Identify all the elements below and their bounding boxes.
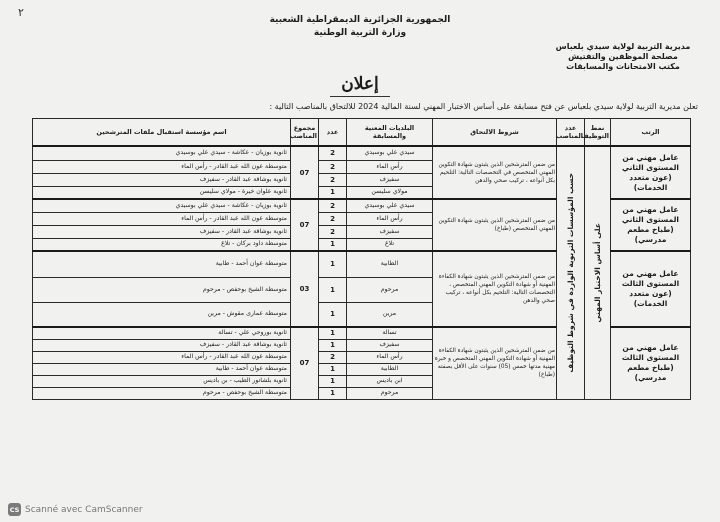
count-cell: 2 [319, 160, 347, 173]
page-title: إعلان [341, 74, 379, 94]
count-cell: 1 [319, 302, 347, 327]
header-count: عدد [319, 119, 347, 147]
institution-cell: متوسطة الشيخ بوحفص - مرحوم [33, 277, 291, 302]
directorate-header [548, 42, 698, 72]
institution-cell: متوسطة عوان أحمد - طابية [33, 251, 291, 277]
official-header [210, 14, 510, 40]
camscanner-icon: CS [8, 503, 21, 516]
municipality-cell: مرحوم [347, 387, 433, 399]
mode-cell [585, 146, 611, 399]
header-municipalities: البلديات المعنية والمسابقة [347, 119, 433, 147]
posts-text: حسب المؤسسات التربوية الواردة في شروط التوظيف [565, 172, 575, 373]
conditions-cell: من ضمن المترشحين الذين يثبتون شهادة الكفاءة المهنية أو شهادة التكوين المهني المتخصص ، التخصصات التالية: التلحيم بكل أنواعه ، تركيب صحي والدهن [433, 251, 557, 327]
municipality-cell: مولاي سليسن [347, 186, 433, 199]
count-cell: 2 [319, 199, 347, 212]
total-cell: 07 [291, 199, 319, 251]
conditions-cell: من ضمن المترشحين الذين يثبتون شهادة التكوين المهني المتخصص في التخصصات التالية: التلحيم بكل أنواعه ، تركيب صحي والدهن [433, 146, 557, 199]
header-conditions: شروط الالتحاق [433, 119, 557, 147]
institution-cell: ثانوية بوشاقة عبد القادر - سفيزف [33, 339, 291, 351]
institution-cell: متوسطة عمارى مقوش - مرين [33, 302, 291, 327]
ministry-line: وزارة التربية الوطنية [313, 28, 407, 38]
municipality-cell: سيدي علي بوسيدي [347, 146, 433, 160]
header-mode: نمط التوظيف [585, 119, 611, 147]
institution-cell: ثانوية بوزيان - عكاشة - سيدي علي بوسيدي [33, 146, 291, 160]
count-cell: 2 [319, 146, 347, 160]
office-line: مكتب الامتحانات والمسابقات [566, 62, 680, 71]
total-cell: 07 [291, 327, 319, 399]
municipality-cell: الطابية [347, 251, 433, 277]
institution-cell: ثانوية بلشاتور الطيب - بن باديس [33, 375, 291, 387]
header-grade: الرتب [611, 119, 691, 147]
grade-cell: عامل مهني من المستوى الثاني (عون متعدد الخدمات) [611, 146, 691, 199]
page-number-mark: ٢ [18, 6, 24, 19]
municipality-cell: رأس الماء [347, 160, 433, 173]
header-institutions: اسم مؤسسة استقبال ملفات المترشحين [33, 119, 291, 147]
municipality-cell: ابن باديس [347, 375, 433, 387]
institution-cell: ثانوية بوروحي علي - تسالة [33, 327, 291, 339]
header-posts-count: عدد المناصب [557, 119, 585, 147]
mode-text: على أساس الاختبار المهني [592, 222, 602, 323]
count-cell: 1 [319, 238, 347, 251]
count-cell: 1 [319, 277, 347, 302]
municipality-cell: سفيزف [347, 225, 433, 238]
municipality-cell: رأس الماء [347, 212, 433, 225]
count-cell: 1 [319, 363, 347, 375]
institution-cell: متوسطة عون الله عبد القادر - رأس الماء [33, 160, 291, 173]
municipality-cell: تلاغ [347, 238, 433, 251]
municipality-cell: الطابية [347, 363, 433, 375]
table-row [33, 146, 691, 160]
scanner-label: Scanné avec CamScanner [25, 504, 143, 515]
total-cell: 07 [291, 146, 319, 199]
municipality-cell: سفيزف [347, 339, 433, 351]
count-cell: 1 [319, 339, 347, 351]
municipality-cell: مرحوم [347, 277, 433, 302]
institution-cell: ثانوية بوشاقة عبد القادر - سفيزف [33, 225, 291, 238]
service-line: مصلحة الموظفين والتفتيش [568, 52, 678, 61]
municipality-cell: مرين [347, 302, 433, 327]
scanner-footer [8, 503, 143, 516]
count-cell: 1 [319, 251, 347, 277]
institution-cell: متوسطة عون الله عبد القادر - رأس الماء [33, 351, 291, 363]
count-cell: 2 [319, 173, 347, 186]
republic-line: الجمهورية الجزائرية الديمقراطية الشعبية [269, 15, 451, 25]
count-cell: 1 [319, 387, 347, 399]
recruitment-table [32, 118, 691, 400]
municipality-cell: تسالة [347, 327, 433, 339]
institution-cell: ثانوية علوان خيرة - مولاي سليسن [33, 186, 291, 199]
count-cell: 2 [319, 225, 347, 238]
title-underline [330, 96, 390, 97]
institution-cell: متوسطة عوان أحمد - طابية [33, 363, 291, 375]
municipality-cell: سفيزف [347, 173, 433, 186]
posts-cell [557, 146, 585, 399]
total-cell: 03 [291, 251, 319, 327]
header-total: مجموع المناصب [291, 119, 319, 147]
announcement-intro: تعلن مديرية التربية لولاية سيدي بلعباس عن فتح مسابقة على أساس الاختبار المهني لسنة المالية 2024 للالتحاق بالمناصب التالية : [269, 102, 698, 111]
count-cell: 1 [319, 327, 347, 339]
municipality-cell: رأس الماء [347, 351, 433, 363]
institution-cell: متوسطة داود بركان - تلاغ [33, 238, 291, 251]
institution-cell: ثانوية بوشاقة عبد القادر - سفيزف [33, 173, 291, 186]
conditions-cell: من ضمن المترشحين الذين يثبتون شهادة التكوين المهني المتخصص (طباخ) [433, 199, 557, 251]
grade-cell: عامل مهني من المستوى الثالث (عون متعدد الخدمات) [611, 251, 691, 327]
count-cell: 2 [319, 351, 347, 363]
count-cell: 1 [319, 375, 347, 387]
municipality-cell: سيدي علي بوسيدي [347, 199, 433, 212]
grade-cell: عامل مهني من المستوى الثالث (طباخ مطعم مدرسي) [611, 327, 691, 399]
directorate-line: مديرية التربية لولاية سيدي بلعباس [555, 42, 691, 51]
institution-cell: ثانوية بوزيان - عكاشة - سيدي علي بوسيدي [33, 199, 291, 212]
institution-cell: متوسطة عون الله عبد القادر - رأس الماء [33, 212, 291, 225]
recruitment-table-wrapper [32, 118, 691, 400]
count-cell: 1 [319, 186, 347, 199]
grade-cell: عامل مهني من المستوى الثاني (طباخ مطعم مدرسي) [611, 199, 691, 251]
count-cell: 2 [319, 212, 347, 225]
institution-cell: متوسطة الشيخ بوحفص - مرحوم [33, 387, 291, 399]
table-header-row [33, 119, 691, 147]
conditions-cell: من ضمن المترشحين الذين يثبتون شهادة الكفاءة المهنية أو شهادة التكوين المهني المتخصص و خبرة مهنية مدتها خمس (05) سنوات على الأقل بصفته (طباخ) [433, 327, 557, 399]
